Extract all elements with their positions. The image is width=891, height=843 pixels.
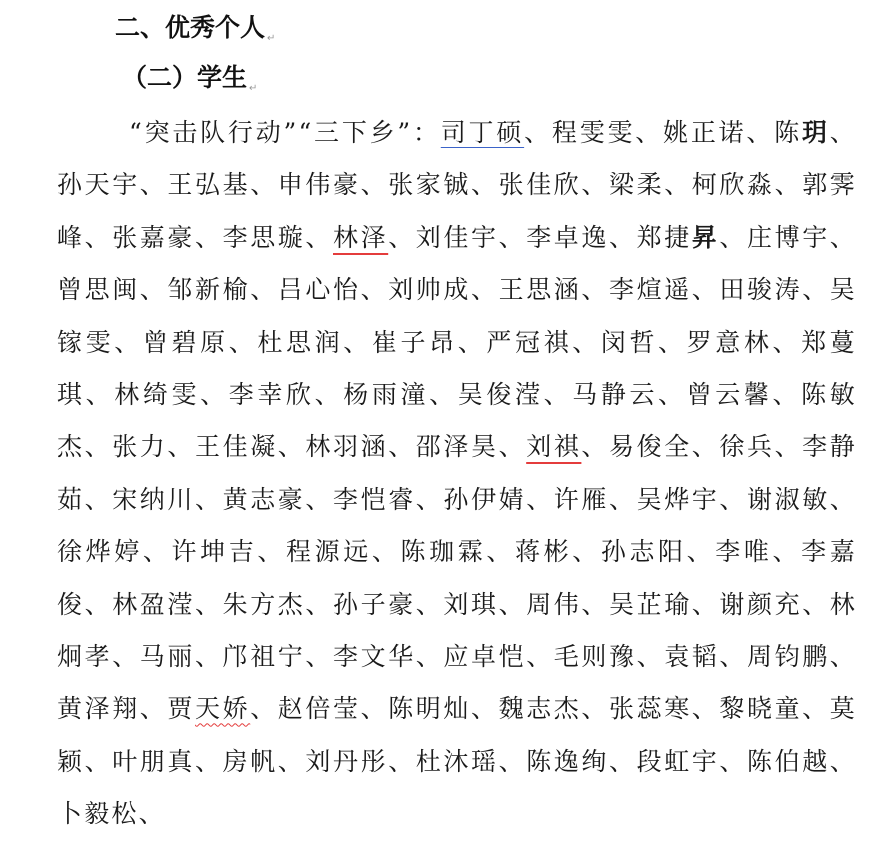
name-segment: 、刘佳宇、李卓逸、郑捷 [388,222,692,252]
spell-flagged-name[interactable]: 林泽 [333,222,389,252]
name-segment: 、易俊全、徐兵、李静茹、宋纳川、黄志豪、李恺睿、孙伊婧、许雁、吴烨宇、谢淑敏、徐烨婷、许坤吉、程源远、陈珈霖、蒋彬、孙志阳、李唯、李嘉俊、林盈滢、朱方杰、孙子豪、刘琪、周伟、吴芷瑜、谢颜充、林炯孝、马丽、邝祖宁、李文华、应卓恺、毛则豫、袁韬、周钧鹏、黄泽翔、贾 [57,432,857,724]
name-segment: 、庄博宇、曾思闽、邹新榆、吕心怡、刘帅成、王思涵、李煊遥、田骏涛、吴镓雯、曾碧原、杜思润、崔子昂、严冠祺、闵哲、罗意林、郑蔓琪、林绮雯、李幸欣、杨雨潼、吴俊滢、马静云、曾云馨、陈敏杰、张力、王佳凝、林羽涵、邵泽昊、 [57,222,858,462]
name-segment: 、赵倍莹、陈明灿、魏志杰、张蕊寒、黎晓童、莫颖、叶朋真、房帆、刘丹彤、杜沐瑶、陈逸绚、段虹宇、陈伯越、卜毅松、 [57,694,857,829]
subsection-heading [122,58,257,94]
section-heading [115,8,275,44]
subsection-heading-text: （二）学生 [122,63,248,92]
student-name-list [57,107,857,841]
section-heading-text: 二、优秀个人 [115,13,266,42]
bold-character: 昇 [691,222,720,252]
name-segment: 、程雯雯、姚正诺、陈 [524,118,802,147]
category-label: “突击队行动”“三下乡”： [129,118,441,147]
paragraph-mark-icon: ↵ [267,33,276,44]
name-segment: 、孙天宇、王弘基、申伟豪、张家铖、张佳欣、梁柔、柯欣淼、郭霁峰、张嘉豪、李思璇、 [57,118,857,252]
bold-character: 玥 [802,118,830,147]
spell-flagged-name[interactable]: 天娇 [195,694,251,724]
paragraph-mark-icon: ↵ [249,83,258,94]
grammar-flagged-name[interactable]: 司丁硕 [440,118,525,147]
spell-flagged-name[interactable]: 刘祺 [526,432,582,462]
